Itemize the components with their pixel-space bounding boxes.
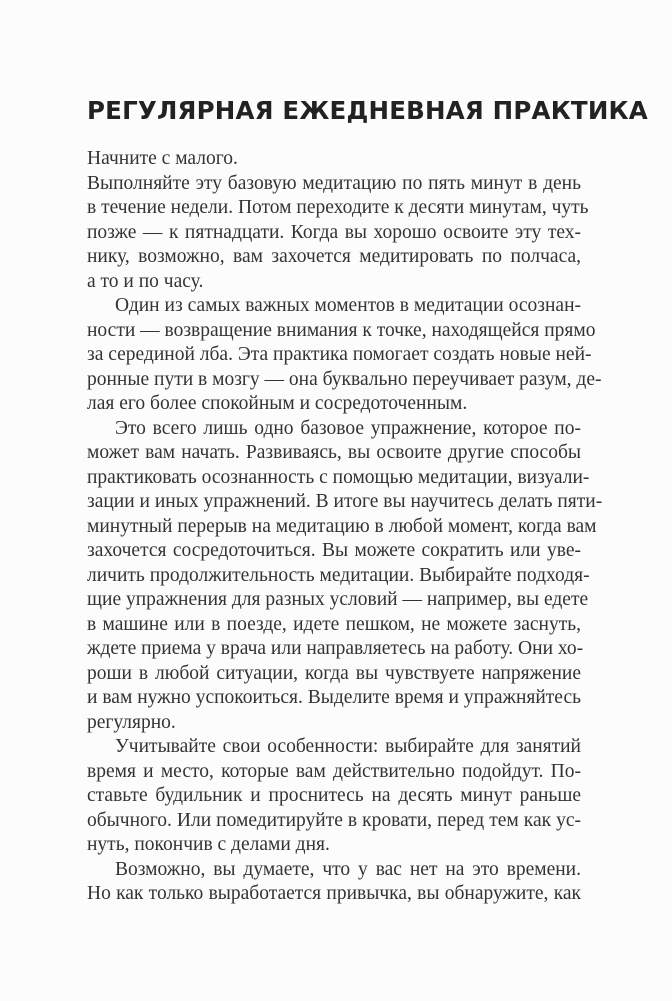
- text-line: практиковать осознанность с помощью медитации, визуали-: [87, 466, 590, 488]
- paragraph: [87, 858, 581, 907]
- body-text: [87, 147, 603, 907]
- text-line: ронные пути в мозгу — она буквально переучивает разум, де-: [87, 368, 602, 390]
- text-line: Учитывайте свои особенности: выбирайте для занятий: [115, 736, 581, 757]
- text-line: ждете приема у врача или направляетесь на работу. Они хо-: [87, 638, 584, 659]
- text-line: захочется сосредоточиться. Вы можете сократить или уве-: [87, 540, 581, 561]
- paragraph: [87, 172, 589, 295]
- text-line: Выполняйте эту базовую медитацию по пять минут в день: [87, 172, 581, 194]
- text-line: нику, возможно, вам захочется медитировать по полчаса,: [87, 246, 581, 267]
- paragraph: [87, 294, 602, 417]
- text-line: может вам начать. Развиваясь, вы освоите другие способы: [87, 442, 581, 463]
- text-line: время и место, которые вам действительно подойдут. По-: [87, 760, 581, 782]
- text-line: личить продолжительность медитации. Выбирайте подходя-: [87, 564, 590, 586]
- text-line: обычного. Или помедитируйте в кровати, перед тем как ус-: [87, 809, 581, 831]
- text-line: в машине или в поезде, идете пешком, не можете заснуть,: [87, 613, 581, 635]
- text-line: Один из самых важных моментов в медитации осознан-: [115, 295, 581, 316]
- text-line: роши в любой ситуации, когда вы чувствуете напряжение: [87, 662, 581, 684]
- text-line: регулярно.: [87, 711, 176, 733]
- text-line: Но как только выработается привычка, вы обнаружите, как: [87, 883, 581, 904]
- paragraph: [87, 147, 581, 172]
- text-line: Начните с малого.: [87, 148, 238, 169]
- text-line: Это всего лишь одно базовое упражнение, которое по-: [115, 417, 581, 439]
- text-line: ставьте будильник и проснитесь на десять минут раньше: [87, 785, 581, 806]
- section-heading: РЕГУЛЯРНАЯ ЕЖЕДНЕВНАЯ ПРАКТИКА: [87, 96, 648, 125]
- text-line: и вам нужно успокоиться. Выделите время и упражняйтесь: [87, 687, 581, 708]
- text-line: позже — к пятнадцати. Когда вы хорошо освоите эту тех-: [87, 221, 581, 243]
- text-line: в течение недели. Потом переходите к десяти минутам, чуть: [87, 197, 589, 218]
- text-line: Возможно, вы думаете, что у вас нет на это времени.: [115, 858, 581, 880]
- text-line: минутный перерыв на медитацию в любой момент, когда вам: [87, 515, 597, 537]
- paragraph: [87, 735, 581, 858]
- text-line: зации и иных упражнений. В итоге вы научитесь делать пяти-: [87, 491, 603, 512]
- text-line: ности — возвращение внимания к точке, находящейся прямо: [87, 319, 596, 341]
- text-line: за серединой лба. Эта практика помогает создать новые ней-: [87, 344, 592, 365]
- paragraph: [87, 417, 603, 736]
- text-line: щие упражнения для разных условий — например, вы едете: [87, 589, 589, 610]
- text-line: нуть, покончив с делами дня.: [87, 834, 330, 855]
- text-line: лая его более спокойным и сосредоточенным.: [87, 393, 468, 414]
- text-line: а то и по часу.: [87, 270, 204, 292]
